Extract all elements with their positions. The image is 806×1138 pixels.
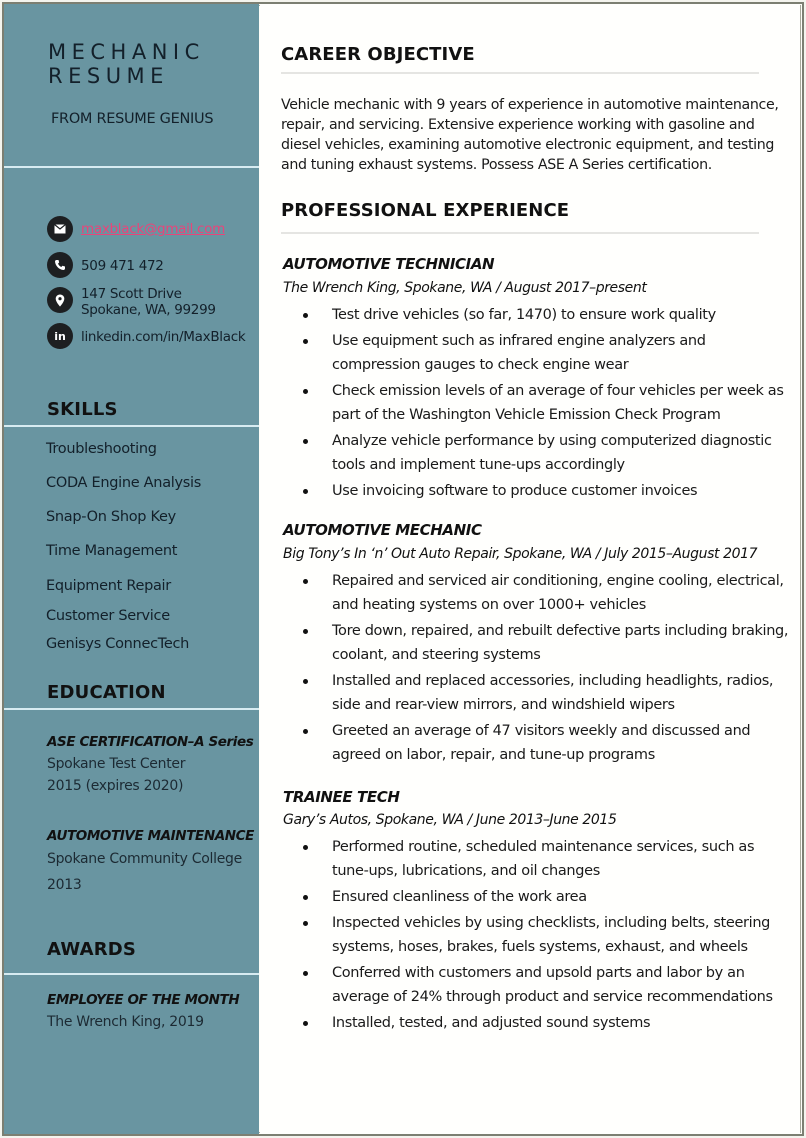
education-date: 2013 [47, 877, 82, 893]
divider [281, 232, 759, 234]
envelope-icon [47, 216, 73, 242]
main-content [260, 4, 800, 1134]
location-pin-icon [47, 287, 73, 313]
email-link[interactable]: maxblack@gmail.com [81, 221, 225, 237]
phone-number: 509 471 472 [81, 258, 164, 274]
skill-item: Equipment Repair [46, 578, 171, 594]
divider [4, 425, 259, 427]
career-objective-text: Vehicle mechanic with 9 years of experience in automotive maintenance, repair, and servicing. Extensive experience working with gasoline and diesel vehicles, examining automotive electronic equipment, and testing and tuning exhaust systems. Possess ASE A Series certification. [281, 97, 779, 173]
education-title: AUTOMOTIVE MAINTENANCE [47, 828, 255, 844]
job-bullets [283, 303, 793, 505]
career-objective-heading: CAREER OBJECTIVE [281, 44, 475, 65]
sidebar [4, 4, 259, 1134]
bullet-item: Test drive vehicles (so far, 1470) to ensure work quality [283, 303, 793, 327]
bullet-item: Installed, tested, and adjusted sound systems [283, 1011, 793, 1035]
contact-linkedin[interactable] [47, 323, 245, 349]
education-institution: Spokane Test Center [47, 756, 186, 772]
job-employer-dates: Big Tony’s In ‘n’ Out Auto Repair, Spokane, WA / July 2015–August 2017 [283, 546, 758, 562]
education-heading: EDUCATION [47, 682, 166, 703]
bullet-item: Inspected vehicles by using checklists, including belts, steering systems, hoses, brakes, fuels systems, exhaust, and wheels [283, 911, 793, 959]
skill-item: Genisys ConnecTech [46, 636, 190, 652]
skill-item: Troubleshooting [46, 441, 157, 457]
job-bullets [283, 835, 793, 1037]
bullet-item: Performed routine, scheduled maintenance services, such as tune-ups, lubrications, and oil changes [283, 835, 793, 883]
skill-item: Customer Service [46, 608, 170, 624]
education-date: 2015 (expires 2020) [47, 778, 184, 794]
job-title: AUTOMOTIVE MECHANIC [283, 521, 482, 539]
resume-subtitle: FROM RESUME GENIUS [51, 111, 214, 127]
contact-address [47, 287, 216, 318]
bullet-item: Conferred with customers and upsold parts and labor by an average of 24% through product and service recommendations [283, 961, 793, 1009]
bullet-item: Ensured cleanliness of the work area [283, 885, 793, 909]
skill-item: Snap-On Shop Key [46, 509, 176, 525]
awards-heading: AWARDS [47, 939, 137, 960]
job-bullets [283, 569, 793, 769]
contact-phone [47, 252, 164, 278]
job-employer-dates: Gary’s Autos, Spokane, WA / June 2013–June 2015 [283, 812, 617, 828]
bullet-item: Use invoicing software to produce customer invoices [283, 479, 793, 503]
linkedin-url[interactable]: linkedin.com/in/MaxBlack [81, 329, 246, 345]
divider [4, 166, 259, 168]
job-title: AUTOMOTIVE TECHNICIAN [283, 255, 495, 273]
job-employer-dates: The Wrench King, Spokane, WA / August 2017–present [283, 280, 647, 296]
divider [4, 708, 259, 710]
education-institution: Spokane Community College [47, 851, 242, 867]
bullet-item: Tore down, repaired, and rebuilt defective parts including braking, coolant, and steering systems [283, 619, 793, 667]
education-title: ASE CERTIFICATION–A Series [47, 734, 254, 750]
bullet-item: Greeted an average of 47 visitors weekly and discussed and agreed on labor, repair, and tune-up programs [283, 719, 793, 767]
bullet-item: Repaired and serviced air conditioning, engine cooling, electrical, and heating systems on over 1000+ vehicles [283, 569, 793, 617]
bullet-item: Check emission levels of an average of four vehicles per week as part of the Washington Vehicle Emission Check Program [283, 379, 793, 427]
award-detail: The Wrench King, 2019 [47, 1014, 204, 1030]
job-title: TRAINEE TECH [283, 788, 400, 806]
contact-email[interactable] [47, 216, 225, 242]
phone-icon [47, 252, 73, 278]
bullet-item: Installed and replaced accessories, including headlights, radios, side and rear-view mirrors, and windshield wipers [283, 669, 793, 717]
skill-item: Time Management [46, 543, 178, 559]
skill-item: CODA Engine Analysis [46, 475, 202, 491]
resume-title: MECHANIC RESUME [48, 40, 205, 88]
bullet-item: Use equipment such as infrared engine analyzers and compression gauges to check engine wear [283, 329, 793, 377]
skills-heading: SKILLS [47, 399, 118, 420]
divider [281, 72, 759, 74]
divider [4, 973, 259, 975]
award-title: EMPLOYEE OF THE MONTH [47, 992, 240, 1008]
address-text: 147 Scott Drive Spokane, WA, 99299 [81, 286, 216, 318]
bullet-item: Analyze vehicle performance by using computerized diagnostic tools and implement tune-ups accordingly [283, 429, 793, 477]
linkedin-icon: in [47, 323, 73, 349]
experience-heading: PROFESSIONAL EXPERIENCE [281, 200, 570, 221]
